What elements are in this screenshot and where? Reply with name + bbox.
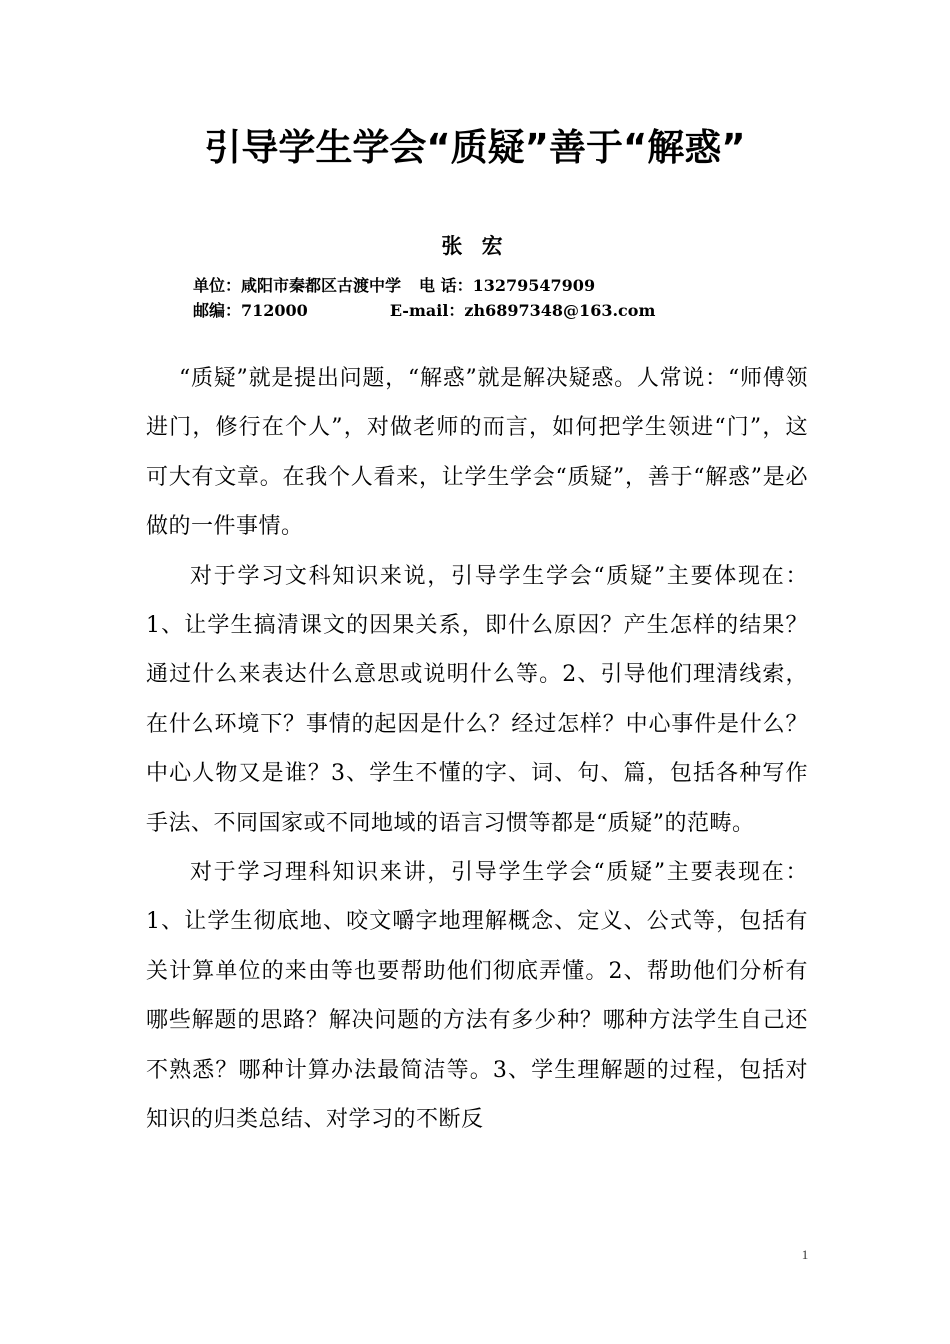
postcode-label: 邮编： — [193, 301, 242, 320]
email-value: zh6897348@163.com — [464, 301, 656, 320]
paragraph: 对于学习理科知识来讲，引导学生学会“质疑”主要表现在：1、让学生彻底地、咬文嚼字地理解概念、定义、公式等，包括有关计算单位的来由等也要帮助他们彻底弄懂。2、帮助他们分析有哪些解题的思路？解决问题的方法有多少种？哪种方法学生自己还不熟悉？哪种计算办法最简洁等。3、学生理解题的过程，包括对知识的归类总结、对学习的不断反 — [146, 860, 808, 1133]
paragraph: “质疑”就是提出问题，“解惑”就是解决疑惑。人常说：“师傅领进门，修行在个人”，对做老师的而言，如何把学生领进“门”，这可大有文章。在我个人看来，让学生学会“质疑”，善于“解惑”是必做的一件事情。 — [146, 366, 808, 540]
article-body — [146, 354, 808, 1145]
unit-label: 单位： — [193, 276, 242, 295]
document-title: 引导学生学会“质疑”善于“解惑” — [204, 126, 746, 169]
email-label: E-mail： — [389, 301, 465, 320]
author-name: 张 宏 — [441, 234, 509, 258]
author-info-line-1 — [193, 275, 595, 297]
paragraph: 对于学习文科知识来说，引导学生学会“质疑”主要体现在：1、让学生搞清课文的因果关系，即什么原因？产生怎样的结果？通过什么来表达什么意思或说明什么等。2、引导他们理清线索，在什么环境下？事情的起因是什么？经过怎样？中心事件是什么？中心人物又是谁？3、学生不懂的字、词、句、篇，包括各种写作手法、不同国家或不同地域的语言习惯等都是“质疑”的范畴。 — [146, 563, 808, 836]
postcode-value: 712000 — [241, 301, 308, 320]
phone-value: 13279547909 — [472, 276, 596, 295]
unit-value: 咸阳市秦都区古渡中学 — [241, 276, 402, 295]
phone-label: 电 话： — [419, 276, 473, 295]
page-number: 1 — [801, 1247, 809, 1262]
author-info-line-2 — [193, 300, 655, 322]
